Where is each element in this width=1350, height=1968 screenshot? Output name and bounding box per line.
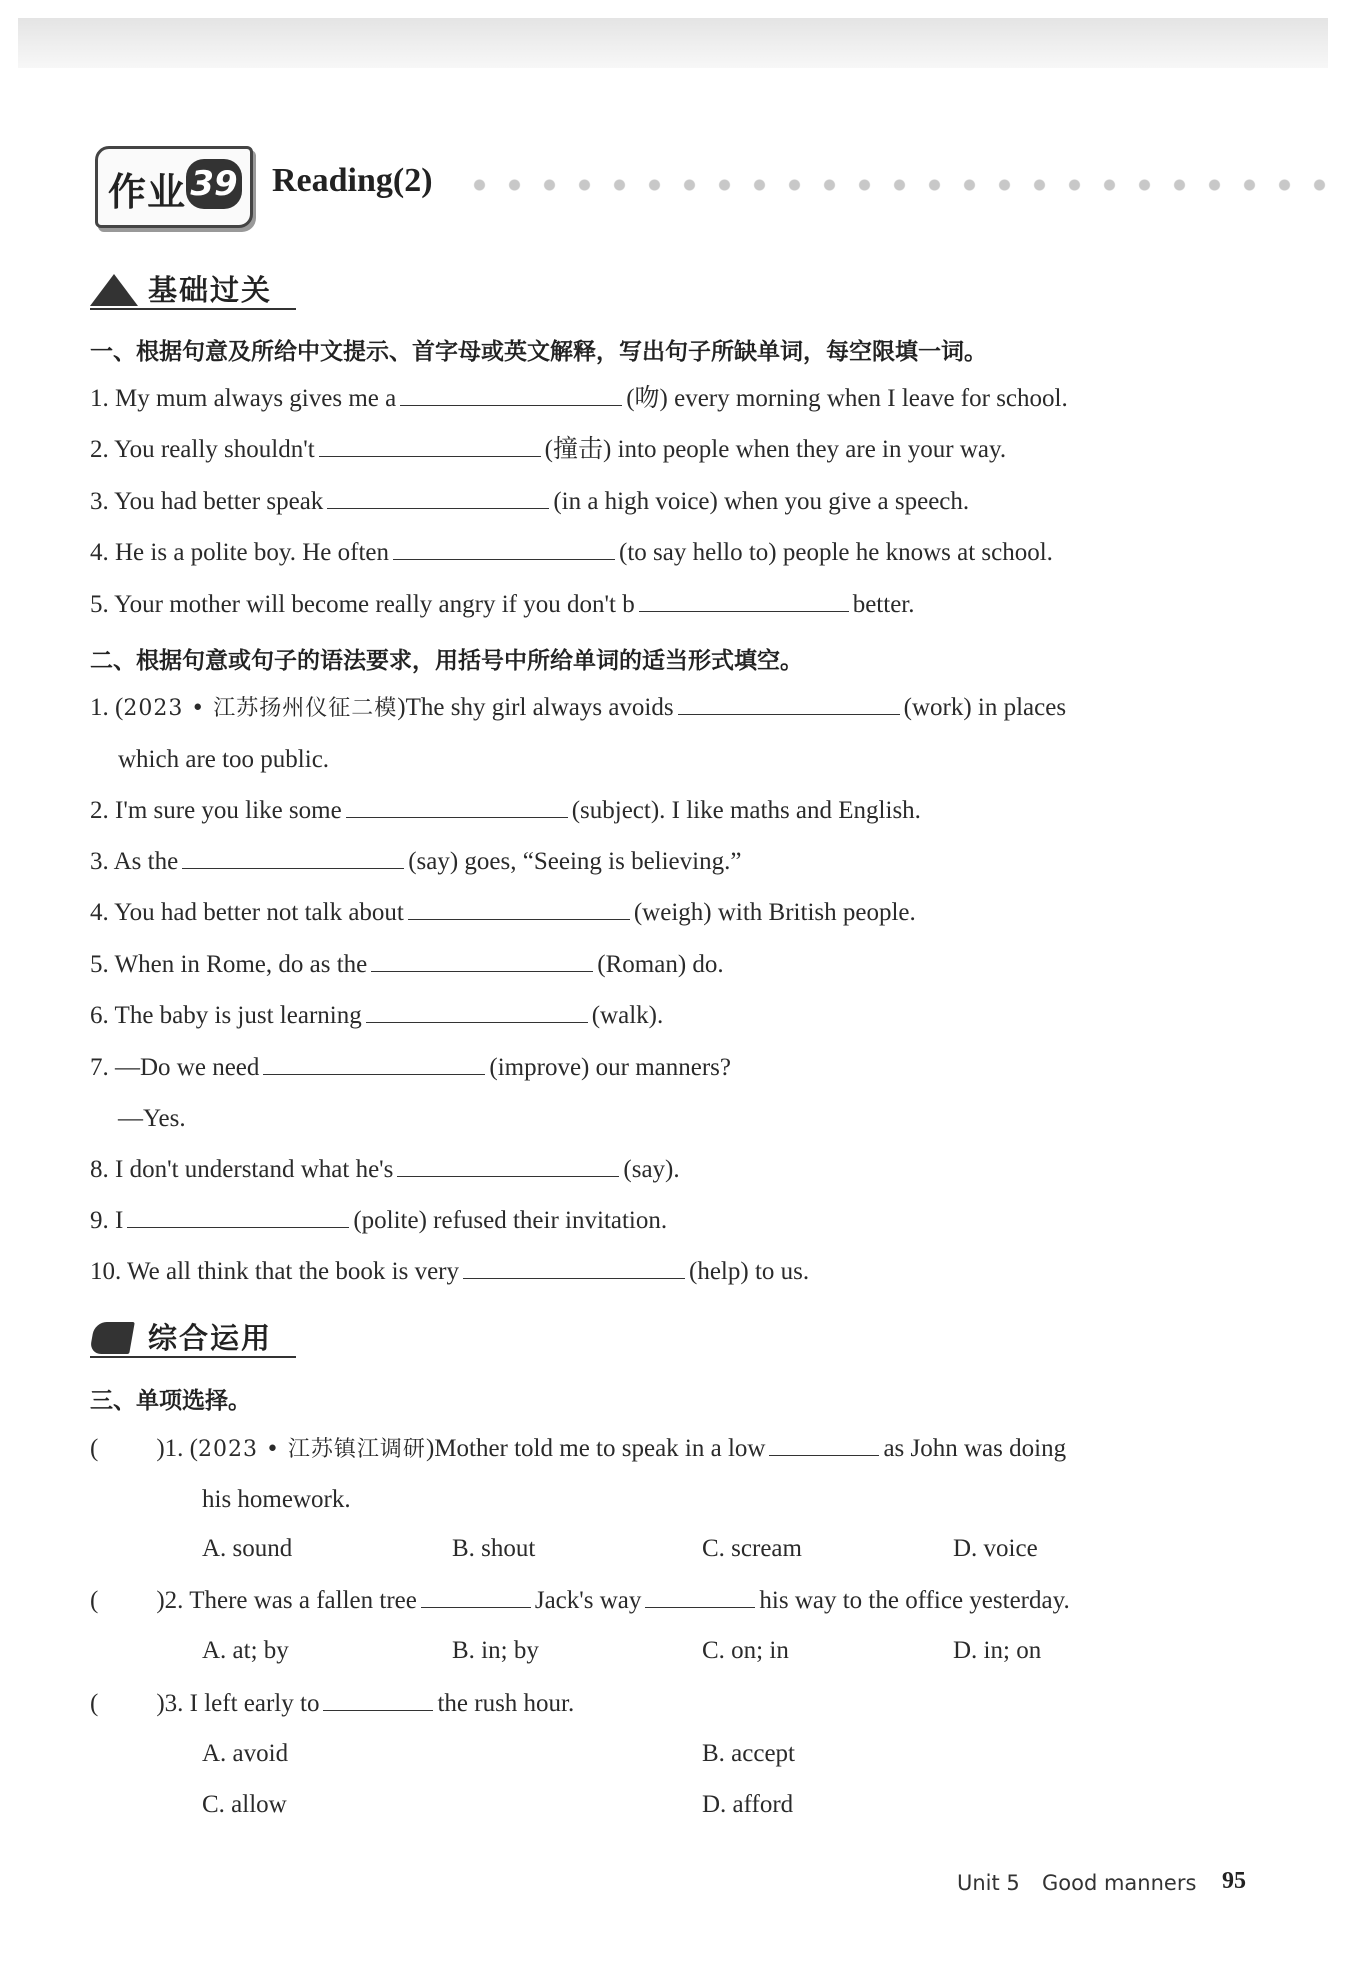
instruction-part3: 三、单项选择。: [90, 1388, 251, 1414]
answer-paren-open: (: [90, 1690, 99, 1717]
question-line: [90, 1000, 663, 1032]
question-number: )1. (: [156, 1435, 198, 1462]
question-line: [90, 949, 724, 981]
question-text: (help) to us.: [689, 1258, 810, 1285]
footer-unit: Unit 5: [957, 1871, 1020, 1895]
question-text: 5. Your mother will become really angry if you don't b: [90, 591, 635, 618]
section-title: 综合运用: [148, 1321, 273, 1355]
question-line: [90, 537, 1053, 569]
block-icon: [89, 1322, 135, 1354]
question-line: [90, 383, 1068, 415]
question-text: )Mother told me to speak in a low: [425, 1435, 766, 1462]
answer-blank[interactable]: [327, 486, 549, 509]
option-b[interactable]: B. accept: [702, 1740, 796, 1767]
footer-unit-title: Good manners: [1042, 1871, 1197, 1895]
homework-number: 39: [186, 159, 242, 209]
question-text: (subject). I like maths and English.: [571, 797, 921, 824]
question-text: (to say hello to) people he knows at school.: [619, 539, 1053, 566]
question-text: 2. I'm sure you like some: [90, 797, 342, 824]
question-continuation: his homework.: [202, 1486, 351, 1513]
answer-paren-open: (: [90, 1435, 99, 1462]
question-text: 9. I: [90, 1207, 124, 1234]
section-header-basic: [90, 268, 300, 312]
question-text: (weigh) with British people.: [633, 899, 916, 926]
question-text: 1. My mum always gives me a: [90, 385, 397, 412]
option-b[interactable]: B. shout: [452, 1535, 536, 1562]
question-text: 4. You had better not talk about: [90, 899, 404, 926]
lesson-title: Reading(2): [272, 162, 433, 199]
question-line: [90, 897, 916, 929]
question-text: 3. As the: [90, 848, 179, 875]
option-c[interactable]: C. scream: [702, 1535, 802, 1562]
question-text: 8. I don't understand what he's: [90, 1156, 394, 1183]
question-line: [90, 434, 1006, 466]
answer-blank[interactable]: [323, 1688, 433, 1711]
page-number: 95: [1222, 1868, 1246, 1894]
question-line: [90, 1256, 809, 1288]
answer-blank[interactable]: [678, 692, 900, 715]
answer-blank[interactable]: [393, 537, 615, 560]
answer-blank[interactable]: [421, 1585, 531, 1608]
answer-paren-open: (: [90, 1587, 99, 1614]
option-a[interactable]: A. avoid: [202, 1740, 289, 1767]
choice-question: [90, 1433, 1066, 1466]
question-text: (吻) every morning when I leave for school.: [626, 385, 1068, 412]
instruction-part2: 二、根据句意或句子的语法要求，用括号中所给单词的适当形式填空。: [90, 648, 803, 674]
answer-blank[interactable]: [182, 846, 404, 869]
question-text: (in a high voice) when you give a speech.: [553, 488, 970, 515]
question-text: 10. We all think that the book is very: [90, 1258, 459, 1285]
answer-blank[interactable]: [371, 949, 593, 972]
question-text: )The shy girl always avoids: [397, 694, 674, 721]
question-line: [90, 846, 741, 878]
question-text: 2. You really shouldn't: [90, 436, 315, 463]
question-line: [90, 1052, 731, 1084]
question-text: Jack's way: [534, 1587, 642, 1614]
question-text: better.: [852, 591, 915, 618]
answer-blank[interactable]: [769, 1433, 879, 1456]
question-text: his way to the office yesterday.: [759, 1587, 1070, 1614]
question-source: 2023 • 江苏镇江调研: [197, 1437, 426, 1462]
choice-question: [90, 1688, 574, 1720]
answer-blank[interactable]: [397, 1154, 619, 1177]
instruction-part1: 一、根据句意及所给中文提示、首字母或英文解释，写出句子所缺单词，每空限填一词。: [90, 339, 987, 365]
option-a[interactable]: A. at; by: [202, 1637, 289, 1664]
section-underline: [90, 308, 296, 310]
option-d[interactable]: D. in; on: [953, 1637, 1042, 1664]
question-text: 3. You had better speak: [90, 488, 324, 515]
option-b[interactable]: B. in; by: [452, 1637, 539, 1664]
question-text: )3. I left early to: [156, 1690, 320, 1717]
option-a[interactable]: A. sound: [202, 1535, 293, 1562]
answer-blank[interactable]: [639, 589, 849, 612]
question-text: (撞击) into people when they are in your way.: [544, 436, 1007, 463]
question-text: (work) in places: [903, 694, 1067, 721]
question-text: (say).: [623, 1156, 680, 1183]
option-c[interactable]: C. on; in: [702, 1637, 789, 1664]
homework-badge: [95, 146, 253, 228]
question-text: )2. There was a fallen tree: [156, 1587, 417, 1614]
question-text: (walk).: [591, 1002, 664, 1029]
question-source: 2023 • 江苏扬州仪征二模: [123, 696, 398, 721]
question-text: 7. —Do we need: [90, 1054, 260, 1081]
answer-blank[interactable]: [366, 1000, 588, 1023]
question-text: (polite) refused their invitation.: [353, 1207, 668, 1234]
section-header-applied: [90, 1316, 300, 1360]
answer-blank[interactable]: [645, 1585, 755, 1608]
homework-label: 作业: [108, 170, 187, 214]
question-line: [90, 486, 969, 518]
question-text: (improve) our manners?: [489, 1054, 731, 1081]
answer-blank[interactable]: [319, 434, 541, 457]
decorative-dotted-line: [462, 178, 1328, 192]
question-line: [90, 1154, 680, 1186]
section-underline: [90, 1356, 296, 1358]
option-d[interactable]: D. voice: [953, 1535, 1038, 1562]
answer-blank[interactable]: [463, 1256, 685, 1279]
question-line: [90, 795, 921, 827]
question-line: [90, 692, 1066, 725]
question-number: 1. (: [90, 694, 124, 721]
answer-blank[interactable]: [408, 897, 630, 920]
triangle-icon: [90, 274, 138, 306]
question-text: 6. The baby is just learning: [90, 1002, 362, 1029]
answer-blank[interactable]: [263, 1052, 485, 1075]
question-line: [90, 589, 914, 621]
question-text: 5. When in Rome, do as the: [90, 951, 368, 978]
question-text: (Roman) do.: [597, 951, 724, 978]
answer-blank[interactable]: [400, 383, 622, 406]
option-c[interactable]: C. allow: [202, 1791, 287, 1818]
choice-question: [90, 1585, 1070, 1617]
question-text: the rush hour.: [437, 1690, 575, 1717]
answer-blank[interactable]: [127, 1205, 349, 1228]
question-line: [90, 1205, 667, 1237]
question-text: (say) goes, “Seeing is believing.”: [408, 848, 742, 875]
section-title: 基础过关: [148, 273, 273, 307]
question-text: as John was doing: [883, 1435, 1067, 1462]
question-continuation: which are too public.: [118, 746, 330, 773]
question-continuation: —Yes.: [118, 1105, 186, 1132]
question-text: 4. He is a polite boy. He often: [90, 539, 389, 566]
option-d[interactable]: D. afford: [702, 1791, 794, 1818]
answer-blank[interactable]: [346, 795, 568, 818]
